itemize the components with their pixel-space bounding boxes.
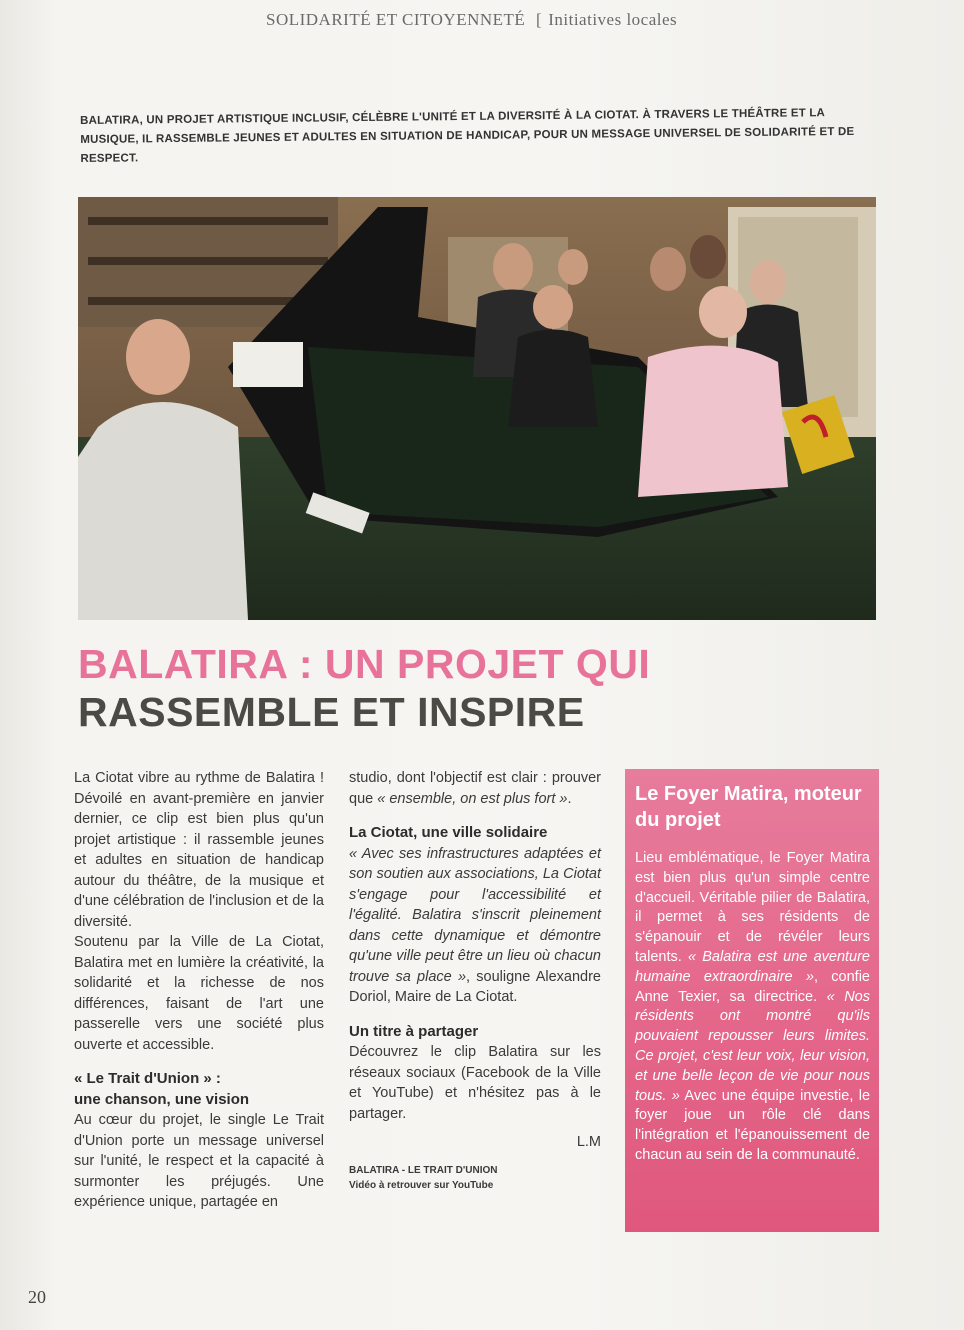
- paragraph-partager: Découvrez le clip Balatira sur les réseaux sociaux (Facebook de la Ville et YouTube) et n'hésitez pas à le partager.: [349, 1044, 601, 1122]
- section-separator: [: [536, 10, 543, 29]
- paragraph-intro: La Ciotat vibre au rythme de Balatira ! Dévoilé en avant-première en janvier dernier, ce clip est bien plus qu'un projet artistique : il rassemble jeunes et adultes en situation de handicap autour du théâtre, de la musique et d'une célébration de l'inclusion et de la diversité.: [74, 770, 324, 930]
- photo-illustration: [78, 197, 876, 620]
- subsection-title: Initiatives locales: [548, 10, 678, 29]
- credit-title: BALATIRA - LE TRAIT D'UNION: [349, 1164, 498, 1176]
- subhead-trait-union-line2: une chanson, une vision: [74, 1090, 250, 1108]
- page-number: 20: [28, 1287, 46, 1307]
- sidebar-quote-2: « Nos résidents ont montré qu'ils pouvaient repousser leurs limites. Ce projet, c'est leur voix, leur vision, et une belle leçon de vie pour nous tous. »: [635, 988, 870, 1104]
- sidebar-text-3: Avec une équipe investie, le foyer joue un rôle clé dans l'intégration et l'épanouissement de chacun au sein de la communauté.: [635, 1087, 871, 1163]
- article-column-1: [74, 768, 324, 1213]
- sidebar-text-2: , confie Anne Texier, sa directrice.: [635, 968, 870, 1005]
- sidebar-quote-1: « Balatira est une aventure humaine extraordinaire »: [635, 948, 870, 985]
- sidebar-box: [625, 769, 879, 1232]
- studio-end: .: [567, 790, 572, 807]
- article-photo: [78, 197, 876, 620]
- article-headline: [78, 640, 778, 736]
- paragraph-mayor-quote: [349, 844, 601, 1008]
- sidebar-title: Le Foyer Matira, moteur du projet: [635, 783, 862, 831]
- subhead-trait-union-line1: « Le Trait d'Union » :: [74, 1070, 221, 1087]
- video-credit: [349, 1163, 601, 1193]
- sidebar-text-1: Lieu emblématique, le Foyer Matira est bien plus qu'un simple centre d'accueil. Véritable pilier de Balatira, il permet à ses résidents de s'épanouir et de révéler leurs talents.: [635, 850, 870, 965]
- article-column-2: [349, 768, 601, 1193]
- studio-text: studio, dont l'objectif est clair : prouver que: [349, 770, 601, 807]
- subhead-trait-union: [74, 1069, 324, 1110]
- headline-line2: RASSEMBLE ET INSPIRE: [78, 689, 585, 735]
- subhead-partager: Un titre à partager: [349, 1022, 479, 1040]
- article-lead: BALATIRA, UN PROJET ARTISTIQUE INCLUSIF, CÉLÈBRE L'UNITÉ ET LA DIVERSITÉ À LA CIOTAT. À TRAVERS LE THÉÂTRE ET LA MUSIQUE, IL RASSEMBLE JEUNES ET ADULTES EN SITUATION DE HANDICAP, POUR UN MESSAGE UNIVERSEL DE SOLIDARITÉ ET DE RESPECT.: [80, 107, 855, 165]
- running-head: [266, 10, 677, 30]
- mayor-attribution: , souligne Alexandre Doriol, Maire de La Ciotat.: [349, 968, 601, 1005]
- paragraph-studio: [349, 768, 601, 809]
- paragraph-support: Soutenu par la Ville de La Ciotat, Balatira met en lumière la créativité, la solidarité et la richesse de nos différences, faisant de l'art une passerelle vers une société plus ouverte et accessible.: [74, 934, 324, 1053]
- sidebar-body: [635, 849, 870, 1166]
- section-title: SOLIDARITÉ ET CITOYENNETÉ: [266, 10, 526, 29]
- mayor-quote: « Avec ses infrastructures adaptées et son soutien aux associations, La Ciotat s'engage pour l'accessibilité et l'égalité. Balatira s'inscrit pleinement dans cette dynamique et démontre qu'une ville peut être un lieu où chacun trouve sa place »: [349, 845, 601, 985]
- credit-subtitle: Vidéo à retrouver sur YouTube: [349, 1179, 494, 1191]
- paragraph-single: Au cœur du projet, le single Le Trait d'Union porte un message universel sur l'unité, le respect et la capacité à surmonter les préjugés. Une expérience unique, partagée en: [74, 1112, 324, 1210]
- subhead-ville-solidaire: La Ciotat, une ville solidaire: [349, 824, 548, 841]
- author-signature: L.M: [576, 1134, 601, 1150]
- headline-line1: BALATIRA : UN PROJET QUI: [78, 641, 651, 687]
- studio-quote: « ensemble, on est plus fort »: [377, 790, 568, 807]
